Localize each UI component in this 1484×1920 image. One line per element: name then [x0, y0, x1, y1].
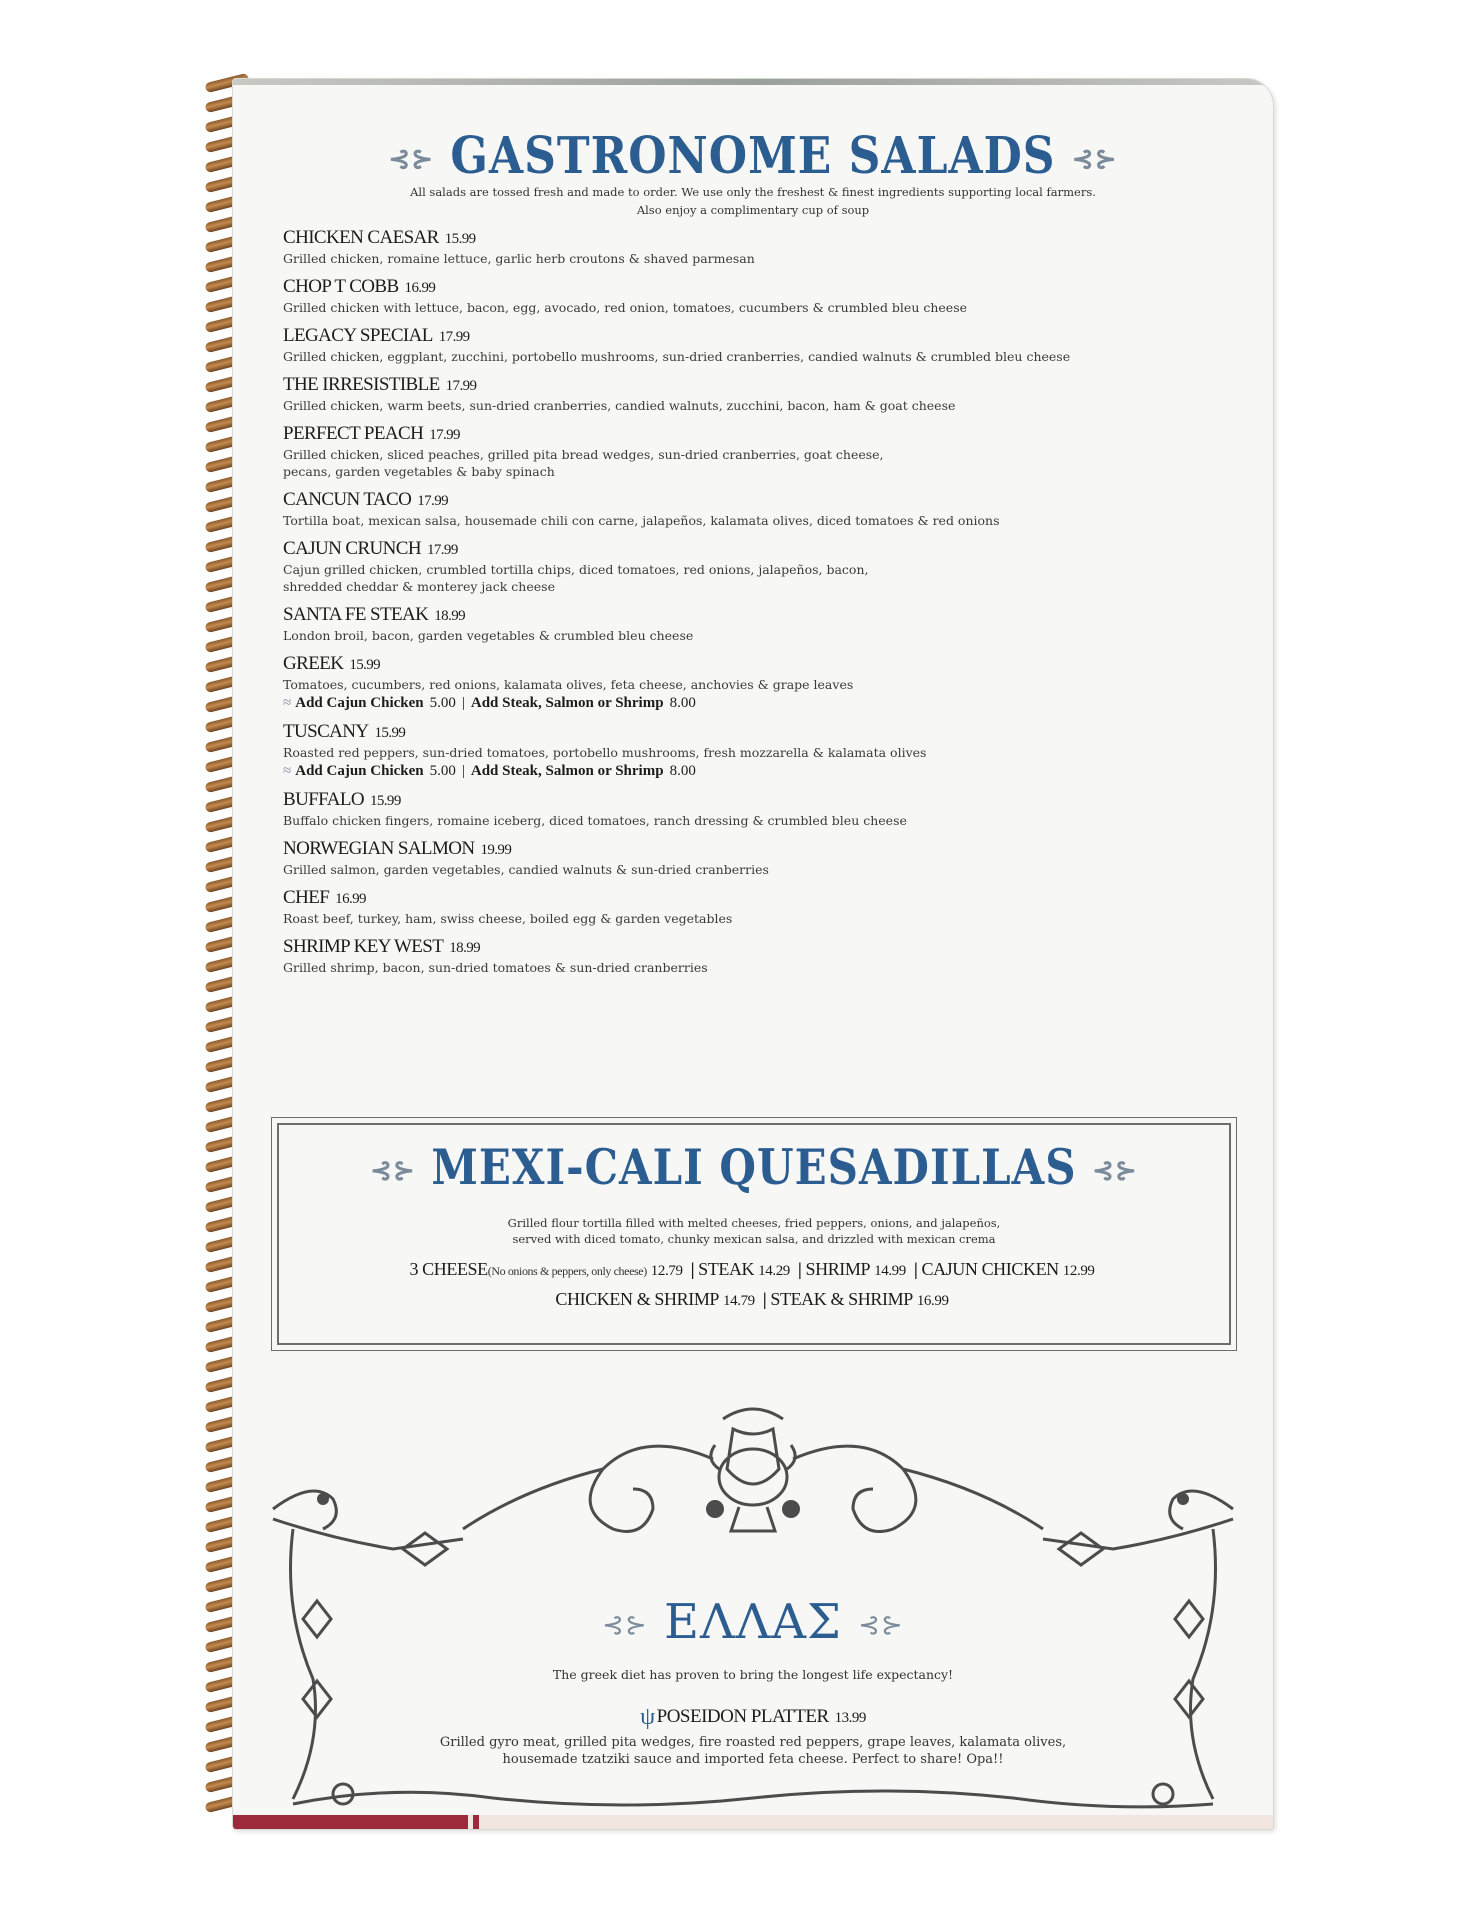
menu-item: [283, 887, 1223, 927]
item-price: 18.99: [434, 608, 466, 624]
opt-price: 14.29: [758, 1263, 790, 1279]
separator: |: [690, 1259, 695, 1279]
page-top-edge: [233, 79, 1273, 85]
trident-icon: ψ: [640, 1704, 655, 1730]
flourish-right-icon: ⊰⊱: [1092, 1156, 1138, 1186]
opt-name: SHRIMP: [805, 1259, 871, 1279]
menu-item: [283, 538, 1223, 595]
item-name: SANTA FE STEAK: [283, 604, 429, 625]
item-price: 17.99: [429, 427, 460, 443]
flourish-left-icon: ⊰⊱: [388, 144, 435, 175]
item-price: 17.99: [445, 378, 477, 394]
poseidon-desc-1: Grilled gyro meat, grilled pita wedges, fire roasted red peppers, grape leaves, kalamata olives,: [439, 1735, 1067, 1750]
quesadillas-desc-2: served with diced tomato, chunky mexican salsa, and drizzled with mexican crema: [512, 1232, 996, 1246]
menu-item: [283, 374, 1223, 414]
item-desc: Roasted red peppers, sun-dried tomatoes, portobello mushrooms, fresh mozzarella & kalamata olives: [283, 745, 927, 760]
addon-1-price: 5.00: [429, 695, 456, 711]
menu-item: [283, 838, 1223, 878]
item-desc: Grilled chicken, eggplant, zucchini, portobello mushrooms, sun-dried cranberries, candied walnuts & crumbled bleu cheese: [283, 349, 1071, 364]
item-price: 15.99: [369, 793, 401, 809]
separator: |: [762, 1289, 767, 1309]
opt-price: 16.99: [916, 1293, 949, 1309]
flourish-left-icon: ⊰⊱: [370, 1156, 416, 1186]
addon-1-price: 5.00: [429, 763, 456, 779]
item-name: GREEK: [283, 653, 344, 674]
item-desc: Roast beef, turkey, ham, swiss cheese, boiled egg & garden vegetables: [283, 911, 733, 926]
tab-red-strip: [233, 1815, 468, 1829]
menu-item: [283, 789, 1223, 829]
item-name: LEGACY SPECIAL: [283, 325, 433, 346]
menu-item: [283, 325, 1223, 365]
item-price: 15.99: [374, 725, 406, 741]
opt-price: 14.99: [874, 1263, 906, 1279]
item-desc: Grilled salmon, garden vegetables, candied walnuts & sun-dried cranberries: [283, 862, 769, 877]
item-name: CHOP T COBB: [283, 276, 399, 297]
salads-title: ⊰⊱ GASTRONOME SALADS ⊰⊱: [388, 127, 1118, 186]
opt-price: 12.99: [1062, 1263, 1095, 1279]
item-name: NORWEGIAN SALMON: [283, 838, 475, 859]
quesadillas-title: ⊰⊱ MEXI-CALI QUESADILLAS ⊰⊱: [370, 1139, 1138, 1196]
poseidon-item: [233, 1704, 1273, 1731]
opt-name: 3 CHEESE: [409, 1259, 488, 1279]
salads-note-2: Also enjoy a complimentary cup of soup: [636, 203, 870, 217]
menu-item: [283, 936, 1223, 976]
quesadillas-box: [277, 1123, 1231, 1345]
swash-icon: ≈: [283, 763, 292, 779]
item-name: TUSCANY: [283, 721, 369, 742]
addon-line: [283, 763, 1223, 780]
item-desc-2: pecans, garden vegetables & baby spinach: [283, 464, 555, 479]
menu-item: [283, 721, 1223, 780]
item-name: CANCUN TACO: [283, 489, 412, 510]
menu-item: [283, 227, 1223, 267]
item-desc-2: shredded cheddar & monterey jack cheese: [283, 579, 555, 594]
item-price: 18.99: [449, 940, 481, 956]
separator: |: [461, 695, 465, 711]
item-name: CHICKEN CAESAR: [283, 227, 439, 248]
menu-page: [232, 78, 1274, 1830]
menu-item: [283, 653, 1223, 712]
item-price: 19.99: [480, 842, 512, 858]
opt-name: STEAK: [698, 1259, 755, 1279]
addon-2: Add Steak, Salmon or Shrimp: [470, 695, 664, 711]
opt-name: CAJUN CHICKEN: [921, 1259, 1059, 1279]
item-desc: Grilled chicken, warm beets, sun-dried cranberries, candied walnuts, zucchini, bacon, ham & goat cheese: [283, 398, 956, 413]
addon-2: Add Steak, Salmon or Shrimp: [470, 763, 664, 779]
addon-2-price: 8.00: [669, 695, 696, 711]
item-price: 16.99: [335, 891, 366, 907]
item-price: 17.99: [438, 329, 470, 345]
item-price: 16.99: [404, 280, 436, 296]
item-desc: Grilled chicken, sliced peaches, grilled pita bread wedges, sun-dried cranberries, goat cheese,: [283, 447, 884, 462]
separator: |: [461, 763, 465, 779]
item-desc: Tortilla boat, mexican salsa, housemade chili con carne, jalapeños, kalamata olives, diced tomatoes & red onions: [283, 513, 1000, 528]
flourish-left-icon: ⊰⊱: [602, 1610, 648, 1641]
flourish-right-icon: ⊰⊱: [858, 1610, 904, 1641]
addon-line: [283, 695, 1223, 712]
item-name: BUFFALO: [283, 789, 364, 810]
item-price: 17.99: [417, 493, 449, 509]
addon-1: Add Cajun Chicken: [295, 695, 424, 711]
quesadillas-desc-1: Grilled flour tortilla filled with melted cheeses, fried peppers, onions, and jalapeños,: [507, 1216, 1001, 1230]
salads-note-1: All salads are tossed fresh and made to order. We use only the freshest & finest ingredients supporting local farmers.: [410, 185, 1096, 199]
opt-name: CHICKEN & SHRIMP: [555, 1289, 720, 1309]
item-desc: Buffalo chicken fingers, romaine iceberg, diced tomatoes, ranch dressing & crumbled bleu cheese: [283, 813, 907, 828]
addon-1: Add Cajun Chicken: [295, 763, 424, 779]
item-desc: Tomatoes, cucumbers, red onions, kalamata olives, feta cheese, anchovies & grape leaves: [283, 677, 854, 692]
poseidon-desc: [233, 1734, 1273, 1768]
greek-subtitle: The greek diet has proven to bring the longest life expectancy!: [552, 1667, 954, 1682]
menu-item: [283, 604, 1223, 644]
quesadillas-prices-row-1: [279, 1259, 1229, 1280]
item-desc: Cajun grilled chicken, crumbled tortilla chips, diced tomatoes, red onions, jalapeños, bacon,: [283, 562, 869, 577]
item-desc: London broil, bacon, garden vegetables & crumbled bleu cheese: [283, 628, 694, 643]
item-name: PERFECT PEACH: [283, 423, 424, 444]
poseidon-desc-2: housemade tzatziki sauce and imported feta cheese. Perfect to share! Opa!!: [502, 1752, 1004, 1767]
addon-2-price: 8.00: [669, 763, 696, 779]
item-price: 17.99: [426, 542, 458, 558]
quesadillas-prices-row-2: [279, 1289, 1229, 1310]
item-name: SHRIMP KEY WEST: [283, 936, 444, 957]
swash-icon: ≈: [283, 695, 292, 711]
tab-red-mark: [473, 1815, 479, 1829]
item-name: CAJUN CRUNCH: [283, 538, 421, 559]
flourish-right-icon: ⊰⊱: [1071, 144, 1118, 175]
item-name: POSEIDON PLATTER: [656, 1706, 829, 1727]
item-price: 13.99: [834, 1710, 866, 1726]
opt-note: (No onions & peppers, only cheese): [487, 1264, 647, 1278]
item-desc: Grilled chicken with lettuce, bacon, egg, avocado, red onion, tomatoes, cucumbers & crumbled bleu cheese: [283, 300, 968, 315]
separator: |: [797, 1259, 802, 1279]
opt-price: 12.79: [650, 1263, 683, 1279]
item-price: 15.99: [349, 657, 381, 673]
greek-title: ⊰⊱ ΕΛΛΑΣ ⊰⊱: [602, 1594, 904, 1650]
item-name: THE IRRESISTIBLE: [283, 374, 440, 395]
item-price: 15.99: [444, 231, 476, 247]
quesadillas-desc: [279, 1215, 1229, 1247]
item-name: CHEF: [283, 887, 330, 908]
menu-item: [283, 489, 1223, 529]
salad-list: [283, 227, 1223, 985]
menu-item: [283, 423, 1223, 480]
opt-price: 14.79: [723, 1293, 755, 1309]
item-desc: Grilled shrimp, bacon, sun-dried tomatoes & sun-dried cranberries: [283, 960, 708, 975]
separator: |: [913, 1259, 918, 1279]
menu-item: [283, 276, 1223, 316]
page-bottom-tab: [233, 1815, 1273, 1829]
opt-name: STEAK & SHRIMP: [770, 1289, 913, 1309]
item-desc: Grilled chicken, romaine lettuce, garlic herb croutons & shaved parmesan: [283, 251, 755, 266]
